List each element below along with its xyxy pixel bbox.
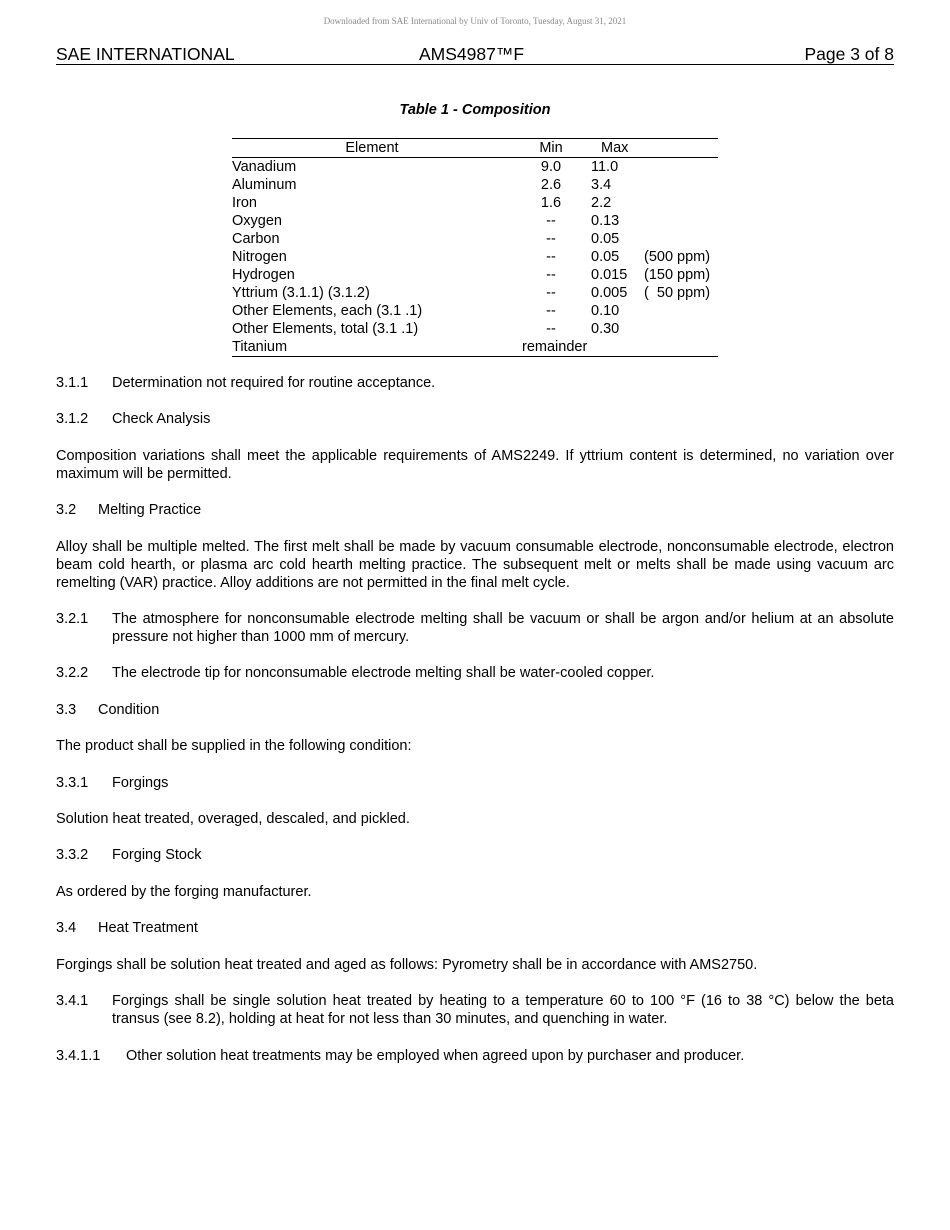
cell-max: 0.05 [591, 249, 620, 265]
section-number: 3.4 [56, 920, 77, 936]
section-number: 3.2.2 [56, 665, 89, 681]
cell-element: Other Elements, total (3.1 .1) [232, 321, 419, 337]
section-number: 3.2.1 [56, 611, 89, 627]
cell-max: 11.0 [591, 159, 619, 175]
header-page-number: Page 3 of 8 [804, 44, 894, 64]
cell-element: Aluminum [232, 177, 297, 193]
table-row [232, 266, 718, 284]
cell-min: 9.0 [540, 159, 562, 175]
section-title: Check Analysis [112, 411, 211, 427]
header-org: SAE INTERNATIONAL [56, 44, 235, 64]
paragraph-forging-stock: As ordered by the forging manufacturer. [56, 884, 312, 900]
cell-min: -- [546, 285, 556, 301]
table-row [232, 284, 718, 302]
section-text: Determination not required for routine acceptance. [112, 375, 436, 391]
table-row [232, 158, 718, 176]
cell-element: Titanium [232, 339, 288, 355]
header-doc-number: AMS4987™F [419, 44, 525, 64]
cell-element: Hydrogen [232, 267, 295, 283]
cell-max: 0.30 [591, 321, 620, 337]
table-row [232, 320, 718, 338]
cell-min: 1.6 [540, 195, 562, 211]
cell-min: -- [546, 213, 556, 229]
cell-min: remainder [522, 339, 588, 355]
cell-min: -- [546, 231, 556, 247]
section-number: 3.4.1 [56, 993, 89, 1009]
cell-element: Iron [232, 195, 257, 211]
table-row [232, 212, 718, 230]
table-row [232, 194, 718, 212]
paragraph-forgings: Solution heat treated, overaged, descaled, and pickled. [56, 811, 410, 827]
page-header [56, 44, 894, 65]
paragraph-melting-practice: Alloy shall be multiple melted. The first melt shall be made by vacuum consumable electrode, nonconsumable electrode, electron beam cold hearth, or plasma arc cold hearth melting practice. The subsequent melt or melts shall be made using vacuum arc remelting (VAR) practice. Alloy additions are not permitted in the final melt cycle. [56, 539, 894, 591]
cell-ppm-note: (500 ppm) [644, 249, 711, 265]
section-text: Other solution heat treatments may be employed when agreed upon by purchaser and producer. [126, 1048, 745, 1064]
download-notice: Downloaded from SAE International by Univ of Toronto, Tuesday, August 31, 2021 [323, 16, 627, 26]
cell-ppm-note: ( 50 ppm) [644, 285, 711, 301]
section-3-2-1 [56, 610, 894, 646]
cell-max: 3.4 [591, 177, 612, 193]
section-text: Forgings shall be single solution heat treated by heating to a temperature 60 to 100 °F (16 to 38 °C) below the beta transus (see 8.2), holding at heat for not less than 30 minutes, and quenching in water. [112, 993, 894, 1027]
cell-max: 0.13 [591, 213, 620, 229]
section-title: Condition [98, 702, 160, 718]
cell-element: Vanadium [232, 159, 297, 175]
column-header-min: Min [539, 140, 563, 156]
section-number: 3.4.1.1 [56, 1048, 101, 1064]
paragraph-condition: The product shall be supplied in the following condition: [56, 738, 412, 754]
section-3-4-1 [56, 992, 894, 1028]
table-row [232, 248, 718, 266]
cell-min: -- [546, 267, 556, 283]
cell-min: 2.6 [540, 177, 562, 193]
table-row [232, 230, 718, 248]
section-title: Melting Practice [98, 502, 202, 518]
paragraph-heat-treatment: Forgings shall be solution heat treated and aged as follows: Pyrometry shall be in accordance with AMS2750. [56, 957, 758, 973]
paragraph-check-analysis: Composition variations shall meet the applicable requirements of AMS2249. If yttrium content is determined, no variation over maximum will be permitted. [56, 448, 894, 482]
cell-element: Oxygen [232, 213, 282, 229]
column-header-max: Max [601, 140, 629, 156]
cell-max: 2.2 [591, 195, 612, 211]
cell-max: 0.015 [591, 267, 628, 283]
cell-min: -- [546, 303, 556, 319]
composition-table [232, 138, 718, 357]
cell-element: Other Elements, each (3.1 .1) [232, 303, 423, 319]
section-title: Forgings [112, 775, 169, 791]
section-number: 3.2 [56, 502, 77, 518]
section-text: The atmosphere for nonconsumable electrode melting shall be vacuum or shall be argon and/or helium at an absolute pressure not higher than 1000 mm of mercury. [112, 611, 894, 645]
section-title: Heat Treatment [98, 920, 198, 936]
cell-element: Yttrium (3.1.1) (3.1.2) [232, 285, 370, 301]
cell-min: -- [546, 321, 556, 337]
table-caption: Table 1 - Composition [399, 102, 551, 118]
cell-max: 0.05 [591, 231, 620, 247]
table-header-row [232, 138, 718, 158]
cell-max: 0.005 [591, 285, 628, 301]
section-number: 3.3.2 [56, 847, 89, 863]
table-row [232, 302, 718, 320]
section-number: 3.1.2 [56, 411, 89, 427]
column-header-element: Element [345, 140, 399, 156]
cell-min: -- [546, 249, 556, 265]
table-row [232, 176, 718, 194]
section-title: Forging Stock [112, 847, 202, 863]
table-row [232, 338, 718, 357]
cell-ppm-note: (150 ppm) [644, 267, 711, 283]
cell-element: Carbon [232, 231, 280, 247]
section-text: The electrode tip for nonconsumable electrode melting shall be water-cooled copper. [112, 665, 655, 681]
section-number: 3.1.1 [56, 375, 89, 391]
section-number: 3.3 [56, 702, 77, 718]
cell-max: 0.10 [591, 303, 620, 319]
cell-element: Nitrogen [232, 249, 287, 265]
section-number: 3.3.1 [56, 775, 89, 791]
